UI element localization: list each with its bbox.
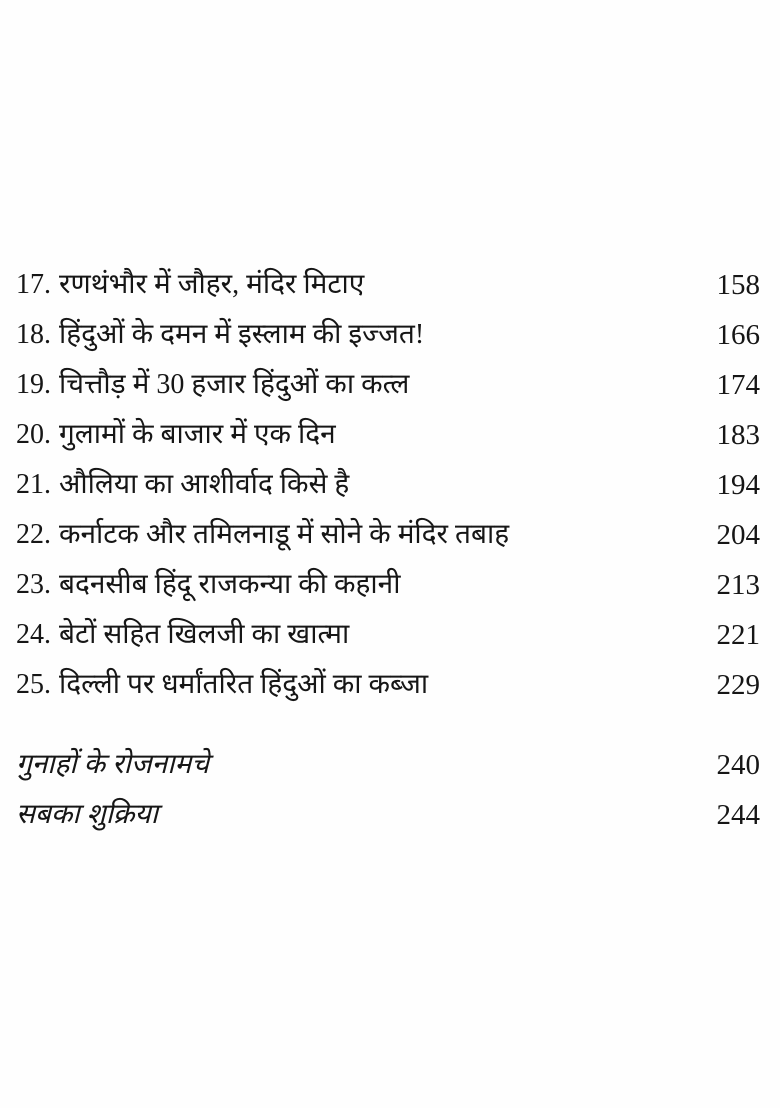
back-matter-page-number: 244 bbox=[716, 798, 760, 831]
chapter-label bbox=[16, 268, 364, 302]
chapter-title: बेटों सहित खिलजी का खात्मा bbox=[59, 619, 350, 651]
chapter-title: बदनसीब हिंदू राजकन्या की कहानी bbox=[59, 569, 401, 601]
chapter-number: 18. bbox=[16, 319, 51, 351]
chapter-title: गुलामों के बाजार में एक दिन bbox=[59, 419, 336, 451]
chapter-label bbox=[16, 318, 424, 352]
chapter-page-number: 213 bbox=[716, 568, 760, 601]
chapter-page-number: 174 bbox=[716, 368, 760, 401]
chapter-title: चित्तौड़ में 30 हजार हिंदुओं का कत्ल bbox=[59, 369, 410, 401]
chapter-page-number: 166 bbox=[716, 318, 760, 351]
chapter-number: 22. bbox=[16, 519, 51, 551]
chapter-page-number: 183 bbox=[716, 418, 760, 451]
chapter-page-number: 229 bbox=[716, 668, 760, 701]
chapter-number: 19. bbox=[16, 369, 51, 401]
chapter-number: 24. bbox=[16, 619, 51, 651]
chapter-label bbox=[16, 518, 509, 552]
toc-row bbox=[16, 790, 760, 840]
chapter-number: 21. bbox=[16, 469, 51, 501]
toc-row bbox=[16, 460, 760, 510]
chapter-list bbox=[16, 260, 760, 710]
chapter-title: हिंदुओं के दमन में इस्लाम की इज्जत! bbox=[59, 319, 425, 351]
chapter-title: दिल्ली पर धर्मांतरित हिंदुओं का कब्जा bbox=[59, 669, 429, 701]
table-of-contents bbox=[16, 260, 760, 840]
chapter-label bbox=[16, 668, 428, 702]
back-matter-page-number: 240 bbox=[716, 748, 760, 781]
chapter-page-number: 204 bbox=[716, 518, 760, 551]
chapter-label bbox=[16, 468, 349, 502]
chapter-number: 25. bbox=[16, 669, 51, 701]
chapter-number: 17. bbox=[16, 269, 51, 301]
toc-row bbox=[16, 510, 760, 560]
chapter-title: रणथंभौर में जौहर, मंदिर मिटाए bbox=[59, 269, 365, 301]
chapter-title: कर्नाटक और तमिलनाडू में सोने के मंदिर तबाह bbox=[59, 519, 510, 551]
chapter-page-number: 221 bbox=[716, 618, 760, 651]
chapter-number: 23. bbox=[16, 569, 51, 601]
toc-row bbox=[16, 660, 760, 710]
back-matter-title: सबका शुक्रिया bbox=[16, 799, 158, 831]
chapter-page-number: 194 bbox=[716, 468, 760, 501]
toc-row bbox=[16, 560, 760, 610]
toc-row bbox=[16, 740, 760, 790]
chapter-label bbox=[16, 618, 349, 652]
chapter-label bbox=[16, 568, 400, 602]
chapter-page-number: 158 bbox=[716, 268, 760, 301]
back-matter-list bbox=[16, 740, 760, 840]
toc-row bbox=[16, 310, 760, 360]
chapter-label bbox=[16, 418, 336, 452]
chapter-number: 20. bbox=[16, 419, 51, 451]
back-matter-title: गुनाहों के रोजनामचे bbox=[16, 749, 209, 781]
toc-row bbox=[16, 410, 760, 460]
chapter-label bbox=[16, 368, 409, 402]
chapter-title: औलिया का आशीर्वाद किसे है bbox=[59, 469, 350, 501]
toc-row bbox=[16, 360, 760, 410]
toc-row bbox=[16, 260, 760, 310]
toc-row bbox=[16, 610, 760, 660]
